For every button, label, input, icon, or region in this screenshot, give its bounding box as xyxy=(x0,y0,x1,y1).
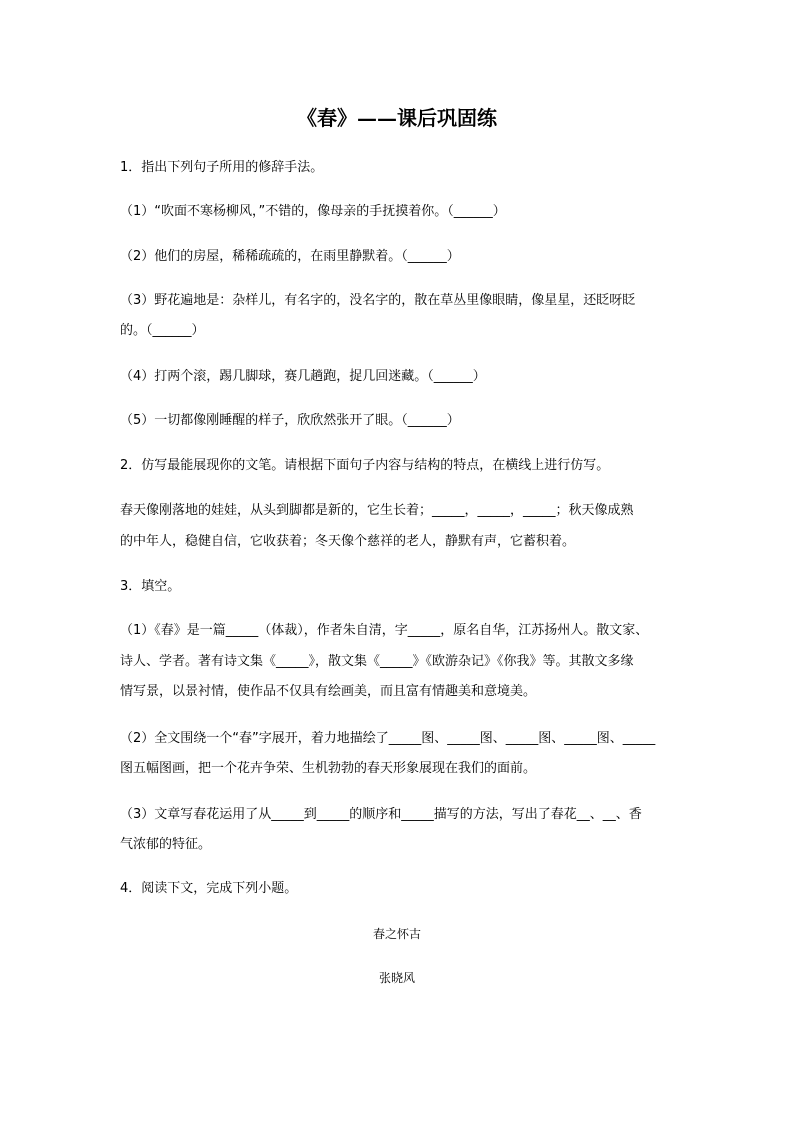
question-1-item-4: （4）打两个滚，踢几脚球，赛几趟跑，捉几回迷藏。（______） xyxy=(120,369,486,384)
question-1-item-2: （2）他们的房屋，稀稀疏疏的，在雨里静默着。（______） xyxy=(120,249,460,264)
question-2-line-2: 的中年人，稳健自信，它收获着；冬天像个慈祥的老人，静默有声，它蓄积着。 xyxy=(120,534,576,549)
question-3-part-2-line-2: 图五幅图画，把一个花卉争荣、生机勃勃的春天形象展现在我们的面前。 xyxy=(120,761,537,776)
question-1-item-3-line-2: 的。（______） xyxy=(120,323,205,338)
question-4-stem: 4．阅读下文，完成下列小题。 xyxy=(120,881,298,896)
document-title: 《春》——课后巩固练 xyxy=(297,106,497,130)
passage-title: 春之怀古 xyxy=(372,927,421,941)
question-3-part-3-line-1: （3）文章写春花运用了从_____到_____的顺序和_____描写的方法，写出了春花__、__、香 xyxy=(120,807,642,822)
question-2-stem: 2．仿写最能展现你的文笔。请根据下面句子内容与结构的特点，在横线上进行仿写。 xyxy=(120,458,610,473)
question-3-part-2-line-1: （2）全文围绕一个“春”字展开，着力地描绘了_____图、_____图、_____图、_____图、_____ xyxy=(120,731,656,746)
question-1-stem: 1．指出下列句子所用的修辞手法。 xyxy=(120,160,324,175)
question-1-item-3-line-1: （3）野花遍地是：杂样儿，有名字的，没名字的，散在草丛里像眼睛，像星星，还眨呀眨 xyxy=(120,293,636,308)
question-3-part-1-line-2: 诗人、学者。著有诗文集《_____》，散文集《_____》《欧游杂记》《你我》等。其散文多缘 xyxy=(120,654,634,669)
question-3-stem: 3．填空。 xyxy=(120,579,181,594)
question-1-item-5: （5）一切都像刚睡醒的样子，欣欣然张开了眼。（______） xyxy=(120,413,460,428)
passage-author: 张晓风 xyxy=(378,971,415,985)
question-3-part-1-line-3: 情写景，以景衬情，使作品不仅具有绘画美，而且富有情趣美和意境美。 xyxy=(120,684,537,699)
question-3-part-1-line-1: （1）《春》是一篇_____（体裁），作者朱自清，字_____，原名自华，江苏扬州人。散文家、 xyxy=(120,623,649,638)
question-3-part-3-line-2: 气浓郁的特征。 xyxy=(120,837,212,852)
question-1-item-1: （1）“吹面不寒杨柳风，”不错的，像母亲的手抚摸着你。（______） xyxy=(120,204,506,219)
question-2-line-1: 春天像刚落地的娃娃，从头到脚都是新的，它生长着；_____，_____，_____；秋天像成熟 xyxy=(120,503,634,518)
